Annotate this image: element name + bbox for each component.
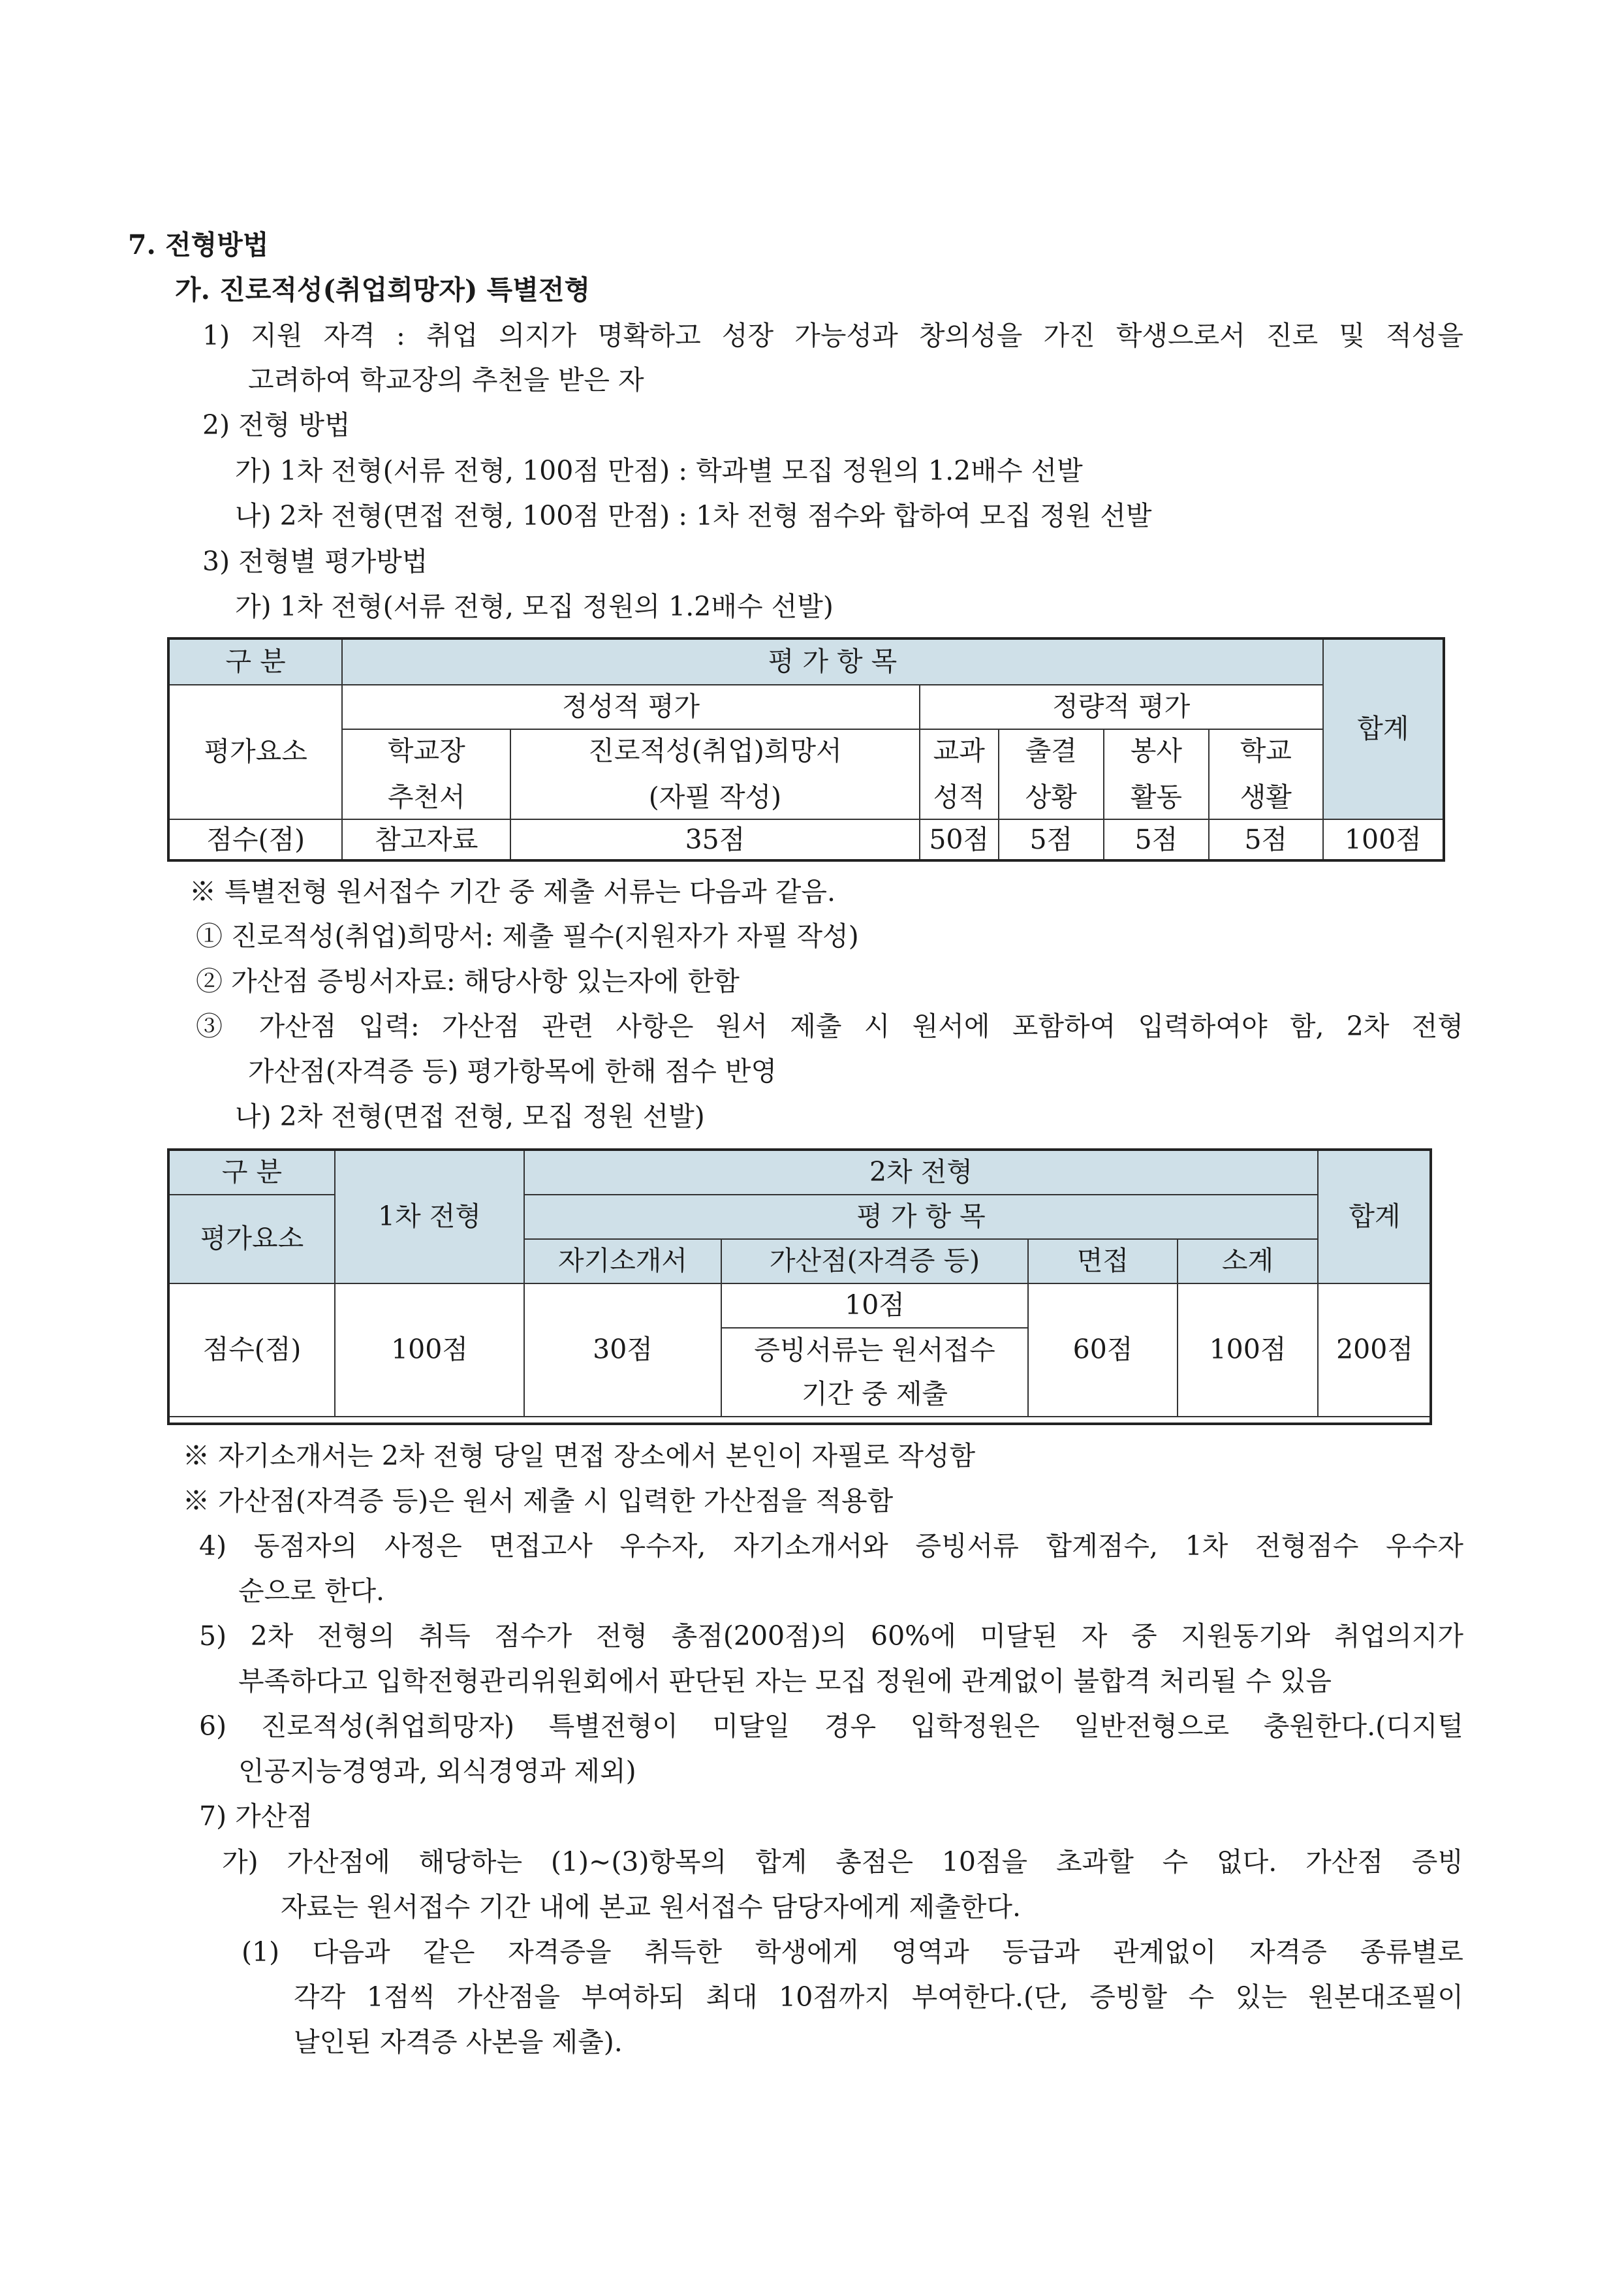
item-7-a-line-1: 가) 가산점에 해당하는 (1)~(3)항목의 합계 총점은 10점을 초과할 수 없다. 가산점 증빙: [222, 1846, 1463, 1878]
item-3-b: 나) 2차 전형(면접 전형, 모집 정원 선발): [235, 1101, 705, 1132]
item-7-a-line-2: 자료는 원서접수 기간 내에 본교 원서접수 담당자에게 제출한다.: [281, 1891, 1022, 1923]
note-documents: ※ 특별전형 원서접수 기간 중 제출 서류는 다음과 같음.: [189, 876, 836, 907]
item-2-b: 나) 2차 전형(면접 전형, 100점 만점) : 1차 전형 점수와 합하여 모집 정원 선발: [235, 500, 1152, 531]
table1-gubun-header: 구 분: [169, 639, 342, 685]
note-3-line-1: ③ 가산점 입력: 가산점 관련 사항은 원서 제출 시 원서에 포함하여 입력하여야 함, 2차 전형: [196, 1011, 1463, 1042]
note-1: ① 진로적성(취업)희망서: 제출 필수(지원자가 자필 작성): [196, 920, 859, 952]
table1-score-recommendation: 참고자료: [342, 819, 510, 861]
item-2-a: 가) 1차 전형(서류 전형, 100점 만점) : 학과별 모집 정원의 1.2배수 선발: [235, 455, 1083, 486]
table2-second-round-header: 2차 전형: [524, 1150, 1318, 1195]
table2-bonus-note-line-1: 증빙서류는 원서접수: [721, 1328, 1028, 1372]
table1-subject-grades: 교과 성적: [920, 729, 999, 819]
item-3-a: 가) 1차 전형(서류 전형, 모집 정원의 1.2배수 선발): [235, 591, 834, 622]
table1-score-attendance: 5점: [999, 819, 1104, 861]
section-title: 7. 전형방법: [128, 229, 269, 260]
table2-score-bonus: 10점: [721, 1283, 1028, 1328]
item-7-a-1-line-2: 각각 1점씩 가산점을 부여하되 최대 10점까지 부여한다.(단, 증빙할 수 있는 원본대조필이: [294, 1981, 1463, 2013]
note-self-intro: ※ 자기소개서는 2차 전형 당일 면접 장소에서 본인이 자필로 작성함: [183, 1440, 976, 1471]
first-round-table: [168, 638, 1444, 862]
table2-score-label: 점수(점): [169, 1283, 335, 1417]
table2-subtotal: 소계: [1178, 1239, 1318, 1283]
item-6-line-1: 6) 진로적성(취업희망자) 특별전형이 미달일 경우 입학정원은 일반전형으로 충원한다.(디지털: [199, 1710, 1463, 1742]
table1-eval-items-header: 평 가 항 목: [342, 639, 1322, 685]
table2-score-subtotal: 100점: [1178, 1283, 1318, 1417]
table2-bonus-note-line-2: 기간 중 제출: [721, 1372, 1028, 1417]
item-3: 3) 전형별 평가방법: [202, 546, 428, 577]
item-6-line-2: 인공지능경영과, 외식경영과 제외): [238, 1755, 636, 1787]
table2-self-intro: 자기소개서: [524, 1239, 721, 1283]
table1-school-life: 학교 생활: [1209, 729, 1323, 819]
item-4-line-2: 순으로 한다.: [238, 1575, 385, 1607]
item-7-a-1-line-3: 날인된 자격증 사본을 제출).: [294, 2026, 623, 2058]
item-1-line-2: 고려하여 학교장의 추천을 받은 자: [248, 364, 644, 396]
table1-score-volunteer: 5점: [1104, 819, 1209, 861]
table1-qualitative-header: 정성적 평가: [342, 685, 919, 729]
item-1-line-1: 1) 지원 자격 : 취업 의지가 명확하고 성장 가능성과 창의성을 가진 학생으로서 진로 및 적성을: [202, 320, 1463, 351]
table1-row-label: 평가요소: [169, 685, 342, 819]
note-3-line-2: 가산점(자격증 등) 평가항목에 한해 점수 반영: [248, 1056, 777, 1087]
table2-interview: 면접: [1028, 1239, 1178, 1283]
item-7-a-1-line-1: (1) 다음과 같은 자격증을 취득한 학생에게 영역과 등급과 관계없이 자격증 종류별로: [242, 1936, 1463, 1968]
table2-score-interview: 60점: [1028, 1283, 1178, 1417]
table1-principal-recommendation: 학교장 추천서: [342, 729, 510, 819]
item-4-line-1: 4) 동점자의 사정은 면접고사 우수자, 자기소개서와 증빙서류 합계점수, 1차 전형점수 우수자: [199, 1530, 1463, 1562]
subsection-title: 가. 진로적성(취업희망자) 특별전형: [175, 274, 591, 306]
table1-score-label: 점수(점): [169, 819, 342, 861]
note-bonus-points: ※ 가산점(자격증 등)은 원서 제출 시 입력한 가산점을 적용함: [183, 1485, 894, 1517]
table1-score-grades: 50점: [920, 819, 999, 861]
table1-score-school-life: 5점: [1209, 819, 1323, 861]
table2-bonus-points: 가산점(자격증 등): [721, 1239, 1028, 1283]
table2-score-first: 100점: [335, 1283, 524, 1417]
table2-first-round-header: 1차 전형: [335, 1150, 524, 1283]
table2-gubun-header: 구 분: [169, 1150, 335, 1195]
note-2: ② 가산점 증빙서자료: 해당사항 있는자에 한함: [196, 966, 740, 997]
table2-score-self-intro: 30점: [524, 1283, 721, 1417]
item-5-line-2: 부족하다고 입학전형관리위원회에서 판단된 자는 모집 정원에 관계없이 불합격 처리될 수 있음: [238, 1665, 1332, 1697]
item-5-line-1: 5) 2차 전형의 취득 점수가 전형 총점(200점)의 60%에 미달된 자 중 지원동기와 취업의지가: [199, 1620, 1463, 1652]
second-round-table: [168, 1150, 1432, 1417]
table1-score-letter: 35점: [510, 819, 919, 861]
table2-score-total: 200점: [1318, 1283, 1431, 1417]
table2-total-header: 합계: [1318, 1150, 1431, 1283]
table1-total-header: 합계: [1323, 639, 1443, 819]
table2-eval-items-header: 평 가 항 목: [524, 1195, 1318, 1239]
item-7: 7) 가산점: [199, 1801, 313, 1832]
table1-attendance: 출결 상황: [999, 729, 1104, 819]
table2-row-label: 평가요소: [169, 1195, 335, 1283]
table1-score-total: 100점: [1323, 819, 1443, 861]
table1-career-aptitude-letter: 진로적성(취업)희망서 (자필 작성): [510, 729, 919, 819]
table1-quantitative-header: 정량적 평가: [920, 685, 1323, 729]
item-2: 2) 전형 방법: [202, 409, 351, 441]
table1-volunteer: 봉사 활동: [1104, 729, 1209, 819]
